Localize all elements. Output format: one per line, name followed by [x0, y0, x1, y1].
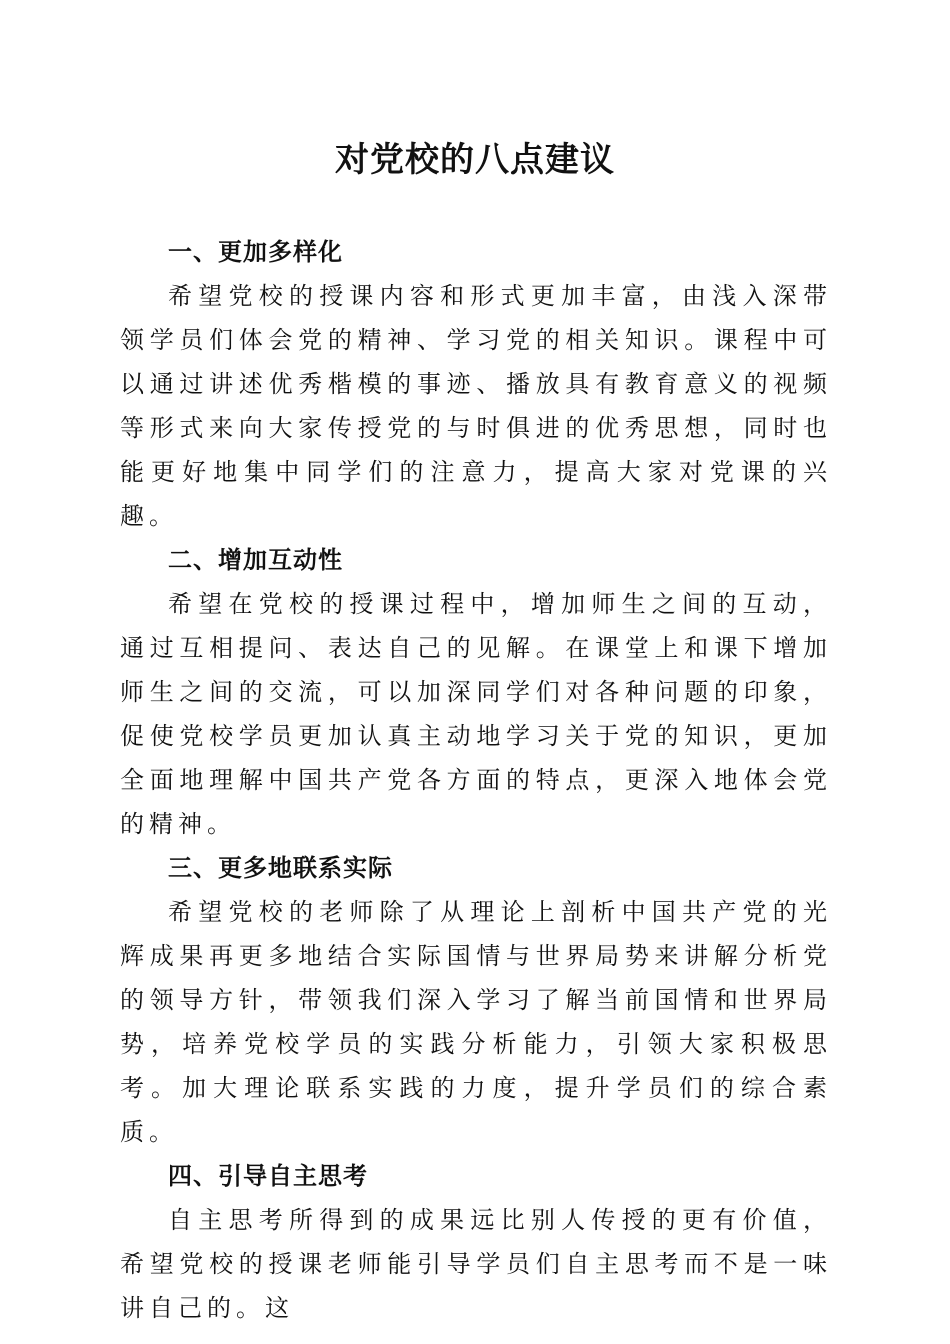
section-2 [120, 538, 832, 846]
section-paragraph: 自主思考所得到的成果远比别人传授的更有价值，希望党校的授课老师能引导学员们自主思考而不是一味讲自己的。这 [120, 1206, 832, 1322]
document-title: 对党校的八点建议 [335, 140, 615, 180]
section-1 [120, 230, 832, 538]
section-3 [120, 846, 832, 1154]
section-paragraph: 希望党校的授课内容和形式更加丰富，由浅入深带领学员们体会党的精神、学习党的相关知识。课程中可以通过讲述优秀楷模的事迹、播放具有教育意义的视频等形式来向大家传授党的与时俱进的优秀思想，同时也能更好地集中同学们的注意力，提高大家对党课的兴趣。 [120, 282, 832, 530]
section-4 [120, 1154, 832, 1330]
section-heading: 三、更多地联系实际 [168, 854, 393, 882]
section-paragraph: 希望党校的老师除了从理论上剖析中国共产党的光辉成果再更多地结合实际国情与世界局势来讲解分析党的领导方针，带领我们深入学习了解当前国情和世界局势，培养党校学员的实践分析能力，引领大家积极思考。加大理论联系实践的力度，提升学员们的综合素质。 [120, 898, 832, 1146]
document-body [120, 230, 832, 1330]
section-paragraph: 希望在党校的授课过程中，增加师生之间的互动，通过互相提问、表达自己的见解。在课堂上和课下增加师生之间的交流，可以加深同学们对各种问题的印象，促使党校学员更加认真主动地学习关于党的知识，更加全面地理解中国共产党各方面的特点，更深入地体会党的精神。 [120, 590, 832, 838]
section-heading: 二、增加互动性 [168, 546, 343, 574]
section-heading: 四、引导自主思考 [168, 1162, 368, 1190]
section-heading: 一、更加多样化 [168, 238, 343, 266]
